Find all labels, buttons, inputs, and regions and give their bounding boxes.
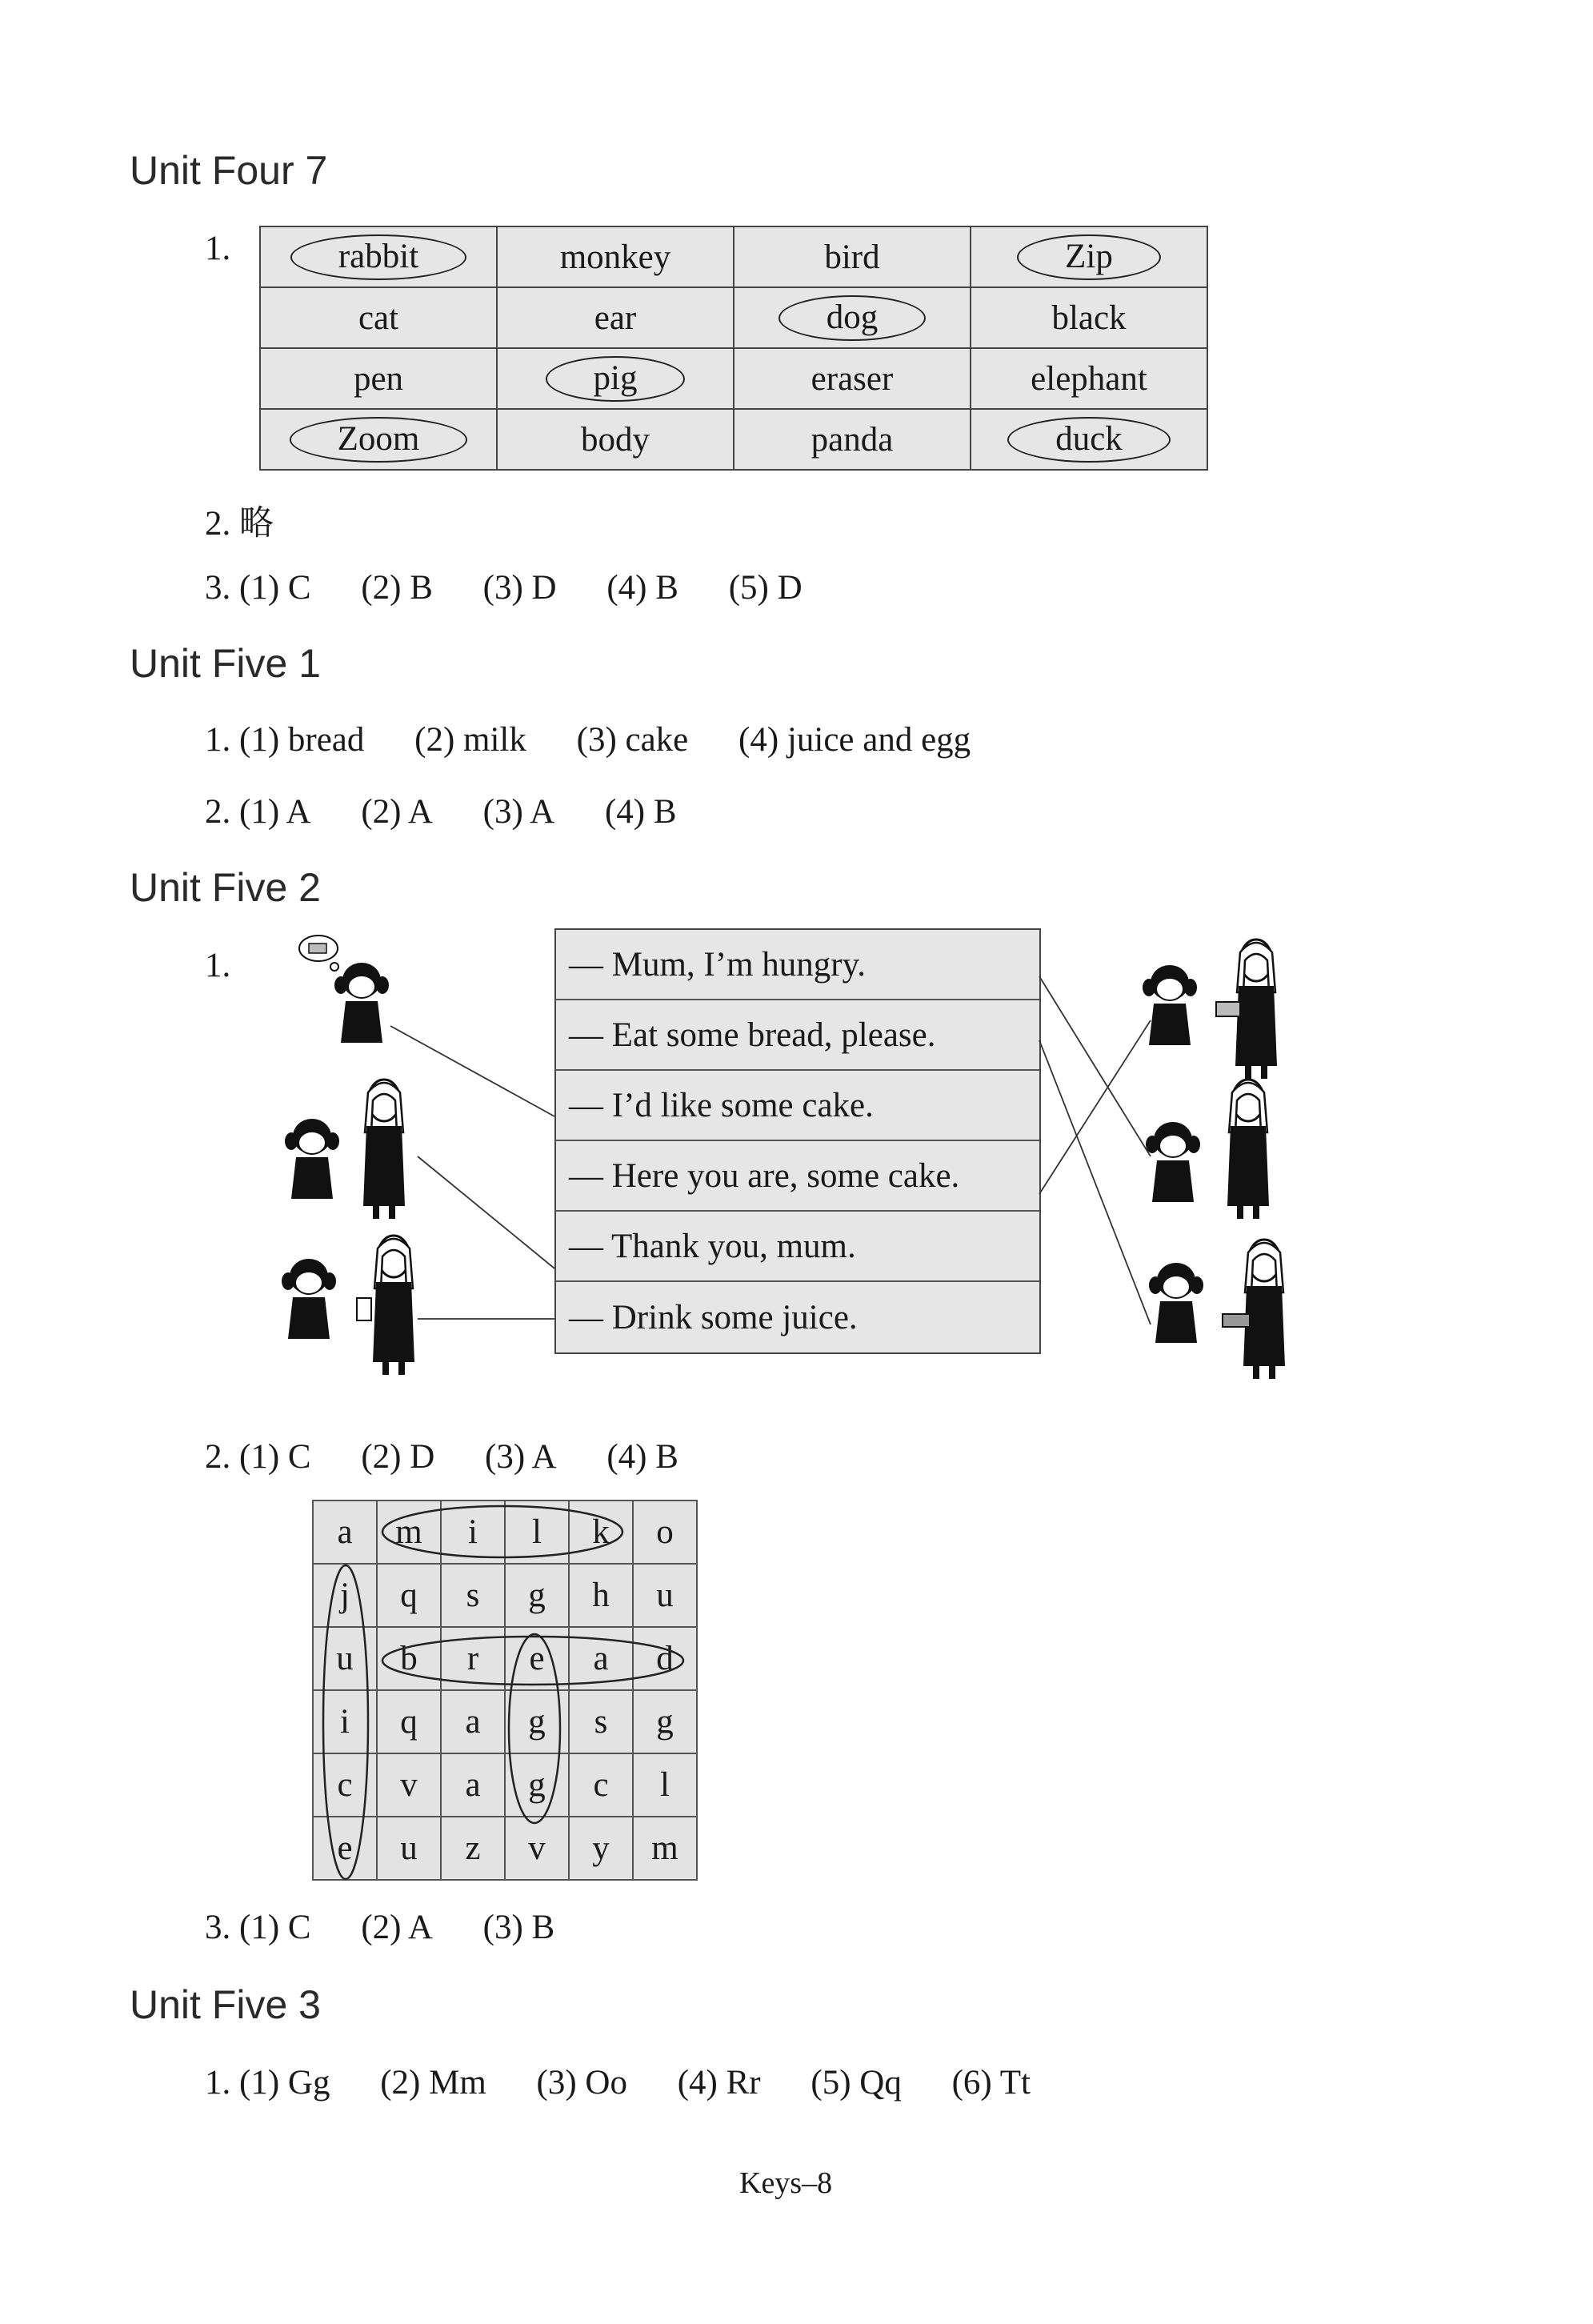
letter-cell: c xyxy=(569,1753,633,1817)
dialogue-line: — Here you are, some cake. xyxy=(556,1141,1039,1212)
letter-cell: r xyxy=(441,1627,505,1690)
letter-cell: v xyxy=(505,1817,569,1880)
word-cell xyxy=(497,348,734,409)
letter-cell: h xyxy=(569,1564,633,1627)
word-cell: elephant xyxy=(971,348,1207,409)
question-1-label: 1. xyxy=(205,230,231,267)
letter-cell: i xyxy=(441,1501,505,1564)
unit5-1-question-2-answers: 2. (1) A (2) A (3) A (4) B xyxy=(205,793,677,831)
letter-cell: m xyxy=(633,1817,697,1880)
letter-cell: q xyxy=(377,1690,441,1753)
dialogue-line: — Eat some bread, please. xyxy=(556,1000,1039,1071)
girl-right-3-icon xyxy=(1149,1263,1203,1343)
letter-cell: q xyxy=(377,1564,441,1627)
mum-with-juice-icon xyxy=(373,1236,414,1375)
question-3-answers: 3. (1) C (2) B (3) D (4) B (5) D xyxy=(205,569,803,607)
word-cell: eraser xyxy=(734,348,971,409)
letter-cell: g xyxy=(505,1690,569,1753)
letter-cell: u xyxy=(633,1564,697,1627)
letter-cell: l xyxy=(505,1501,569,1564)
bread-icon xyxy=(1223,1314,1250,1327)
letter-cell: a xyxy=(441,1753,505,1817)
circled-word: Zoom xyxy=(290,417,468,463)
word-cell: cat xyxy=(260,287,497,348)
letter-cell: s xyxy=(441,1564,505,1627)
letter-cell: y xyxy=(569,1817,633,1880)
unit-five-1-heading: Unit Five 1 xyxy=(130,641,321,686)
letter-cell: o xyxy=(633,1501,697,1564)
word-cell: panda xyxy=(734,409,971,470)
word-cell: body xyxy=(497,409,734,470)
unit-four-7-heading: Unit Four 7 xyxy=(130,148,328,193)
word-cell xyxy=(734,287,971,348)
dialogue-box xyxy=(554,928,1041,1354)
letter-cell: c xyxy=(313,1753,377,1817)
circled-word: pig xyxy=(546,356,686,402)
circled-word: dog xyxy=(778,295,927,341)
word-cell xyxy=(260,226,497,287)
letter-cell: d xyxy=(633,1627,697,1690)
unit5-2-question-3-answers: 3. (1) C (2) A (3) B xyxy=(205,1909,555,1946)
cake-icon xyxy=(1216,1002,1240,1016)
circled-word: duck xyxy=(1007,417,1171,463)
mum-icon xyxy=(363,1080,405,1219)
unit5-1-question-1-answers: 1. (1) bread (2) milk (3) cake (4) juice and egg xyxy=(205,721,971,759)
juice-glass-icon xyxy=(357,1298,371,1320)
letter-cell: v xyxy=(377,1753,441,1817)
circled-word: rabbit xyxy=(290,234,466,280)
mum-right-2-icon xyxy=(1227,1080,1269,1219)
word-cell: ear xyxy=(497,287,734,348)
thought-bubble-cake-icon xyxy=(299,936,338,971)
letter-cell: u xyxy=(377,1817,441,1880)
letter-cell: g xyxy=(505,1753,569,1817)
word-cell xyxy=(260,409,497,470)
letter-cell: e xyxy=(313,1817,377,1880)
dialogue-line: — Thank you, mum. xyxy=(556,1212,1039,1282)
girl-eating-icon xyxy=(285,1119,339,1199)
letter-cell: s xyxy=(569,1690,633,1753)
girl-right-1-icon xyxy=(1143,965,1197,1045)
letter-cell: g xyxy=(505,1564,569,1627)
letter-cell: a xyxy=(569,1627,633,1690)
girl-right-2-icon xyxy=(1146,1122,1200,1202)
letter-cell: g xyxy=(633,1690,697,1753)
unit5-2-question-2-answers: 2. (1) C (2) D (3) A (4) B xyxy=(205,1438,678,1476)
page-footer: Keys–8 xyxy=(739,2166,833,2200)
letter-cell: l xyxy=(633,1753,697,1817)
unit5-3-question-1-answers: 1. (1) Gg (2) Mm (3) Oo (4) Rr (5) Qq (6) Tt xyxy=(205,2064,1031,2102)
letter-cell: b xyxy=(377,1627,441,1690)
letter-cell: e xyxy=(505,1627,569,1690)
letter-cell: u xyxy=(313,1627,377,1690)
girl-thinking-icon xyxy=(334,963,389,1043)
word-table xyxy=(259,226,1208,471)
dialogue-line: — I’d like some cake. xyxy=(556,1071,1039,1141)
unit5-2-question-1-label: 1. xyxy=(205,947,231,984)
letter-cell: m xyxy=(377,1501,441,1564)
letter-cell: k xyxy=(569,1501,633,1564)
word-cell xyxy=(971,409,1207,470)
circled-word: Zip xyxy=(1017,234,1161,280)
letter-cell: a xyxy=(441,1690,505,1753)
letter-grid xyxy=(312,1500,698,1881)
letter-cell: j xyxy=(313,1564,377,1627)
word-cell: monkey xyxy=(497,226,734,287)
unit-five-3-heading: Unit Five 3 xyxy=(130,1982,321,2027)
mum-with-cake-icon xyxy=(1235,940,1277,1079)
letter-cell: a xyxy=(313,1501,377,1564)
letter-cell: z xyxy=(441,1817,505,1880)
question-2-text: 2. 略 xyxy=(205,505,274,543)
word-cell xyxy=(971,226,1207,287)
word-cell: pen xyxy=(260,348,497,409)
letter-cell: i xyxy=(313,1690,377,1753)
word-cell: bird xyxy=(734,226,971,287)
dialogue-line: — Drink some juice. xyxy=(569,1298,858,1336)
unit-five-2-heading: Unit Five 2 xyxy=(130,865,321,910)
dialogue-line: — Mum, I’m hungry. xyxy=(556,930,1039,1000)
girl-icon xyxy=(282,1259,336,1339)
word-cell: black xyxy=(971,287,1207,348)
mum-with-bread-icon xyxy=(1243,1240,1285,1379)
